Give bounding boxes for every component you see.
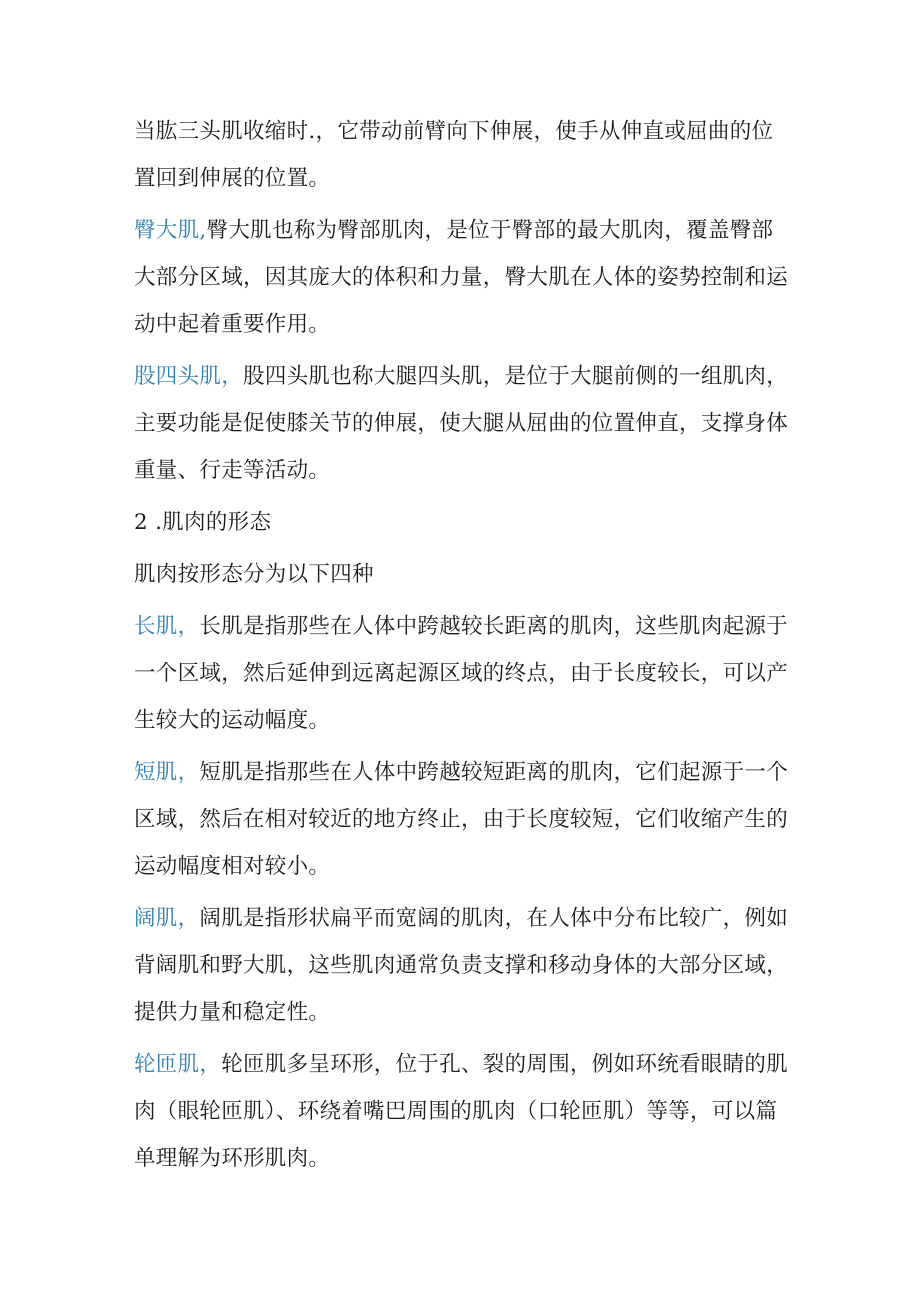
paragraph-text: 短肌是指那些在人体中跨越较短距离的肌肉，它们起源于一个区域，然后在相对较近的地方终止，由于长度较短，它们收缩产生的运动幅度相对较小。 — [134, 760, 789, 879]
paragraph-text: 股四头肌也称大腿四头肌，是位于大腿前侧的一组肌肉，主要功能是促使膝关节的伸展，使大腿从屈曲的位置伸直，支撑身体重量、行走等活动。 — [134, 364, 789, 483]
paragraph-text: 臀大肌也称为臀部肌肉，是位于臀部的最大肌肉，覆盖臀部大部分区域，因其庞大的体积和力量，臀大肌在人体的姿势控制和运动中起着重要作用。 — [134, 218, 789, 337]
paragraph-text: 轮匝肌多呈环形，位于孔、裂的周围，例如环统看眼睛的肌肉（眼轮匝肌）、环绕着嘴巴周围的肌肉（口轮匝肌）等等，可以篇单理解为环形肌肉。 — [134, 1052, 789, 1171]
term-long-muscle: 长肌， — [134, 614, 200, 639]
paragraph-triceps — [134, 108, 794, 202]
paragraph-text: 当肱三头肌收缩时.，它带动前臂向下伸展，使手从伸直或屈曲的位置回到伸展的位置。 — [134, 119, 774, 191]
paragraph-text: 长肌是指那些在人体中跨越较长距离的肌肉，这些肌肉起源于一个区域，然后延伸到远离起源区域的终点，由于长度较长，可以产生较大的运动幅度。 — [134, 614, 789, 733]
document-body — [134, 108, 794, 1187]
paragraph-broad-muscle — [134, 895, 794, 1036]
paragraph-short-muscle — [134, 749, 794, 890]
section-heading — [134, 499, 794, 546]
paragraph-quadriceps — [134, 353, 794, 494]
term-short-muscle: 短肌， — [134, 760, 200, 785]
paragraph-intro — [134, 551, 794, 598]
term-broad-muscle: 阔肌， — [134, 906, 200, 931]
paragraph-long-muscle — [134, 603, 794, 744]
term-orbicular-muscle: 轮匝肌， — [134, 1052, 222, 1077]
term-quadriceps: 股四头肌， — [134, 364, 244, 389]
paragraph-orbicular-muscle — [134, 1041, 794, 1182]
paragraph-text: 阔肌是指形状扁平而宽阔的肌肉，在人体中分布比较广，例如背阔肌和野大肌，这些肌肉通常负责支撑和移动身体的大部分区域，提供力量和稳定性。 — [134, 906, 789, 1025]
paragraph-gluteus-maximus — [134, 207, 794, 348]
paragraph-text: 肌肉按形态分为以下四种 — [134, 562, 374, 587]
section-heading-text: 2 .肌肉的形态 — [134, 510, 272, 535]
term-gluteus-maximus: 臀大肌, — [134, 218, 207, 243]
